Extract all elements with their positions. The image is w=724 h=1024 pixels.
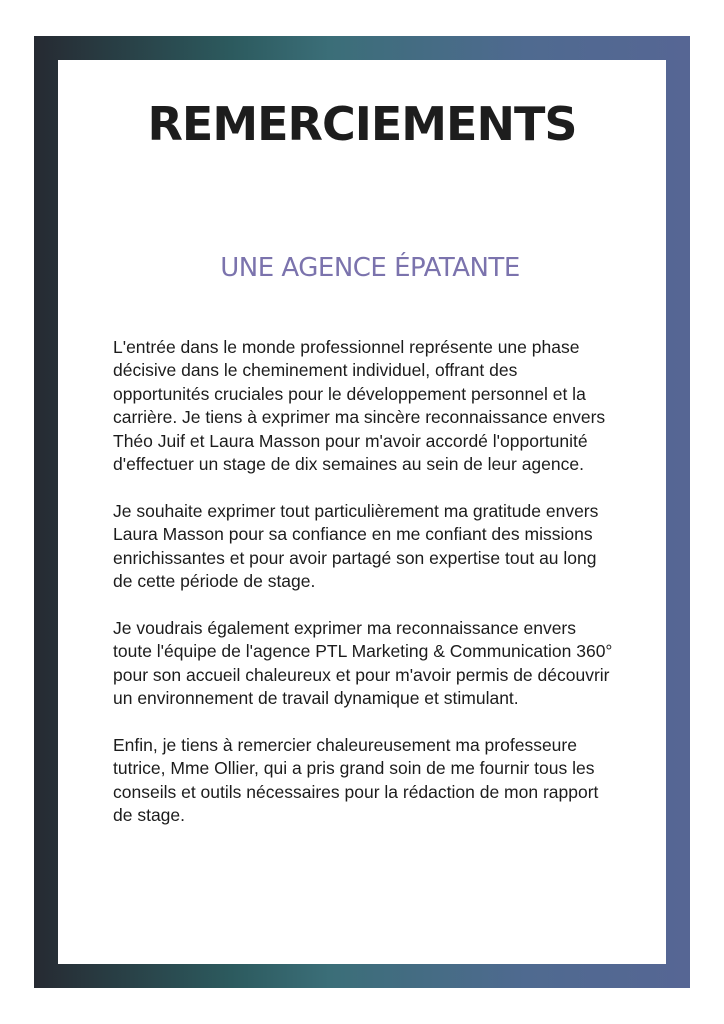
paragraph-gratitude: Je souhaite exprimer tout particulièrement ma gratitude envers Laura Masson pour sa confiance en me confiant des missions enrichissantes et pour avoir partagé son expertise tout au long de cette période de stage. [113,500,599,592]
body-text [113,336,613,851]
section-subtitle: UNE AGENCE ÉPATANTE [220,253,520,283]
paragraph-team: Je voudrais également exprimer ma reconnaissance envers toute l'équipe de l'agence PTL Marketing & Communication 360° pour son accueil chaleureux et pour m'avoir permis de découvrir un environnement de travail dynamique et stimulant. [113,617,613,709]
page-title: REMERCIEMENTS [147,97,577,151]
paragraph-tutor: Enfin, je tiens à remercier chaleureusement ma professeure tutrice, Mme Ollier, qui a pris grand soin de me fournir tous les conseils et outils nécessaires pour la rédaction de mon rapport de stage. [113,734,599,826]
paragraph-intro: L'entrée dans le monde professionnel représente une phase décisive dans le cheminement individuel, offrant des opportunités cruciales pour le développement personnel et la carrière. Je tiens à exprimer ma sincère reconnaissance envers Théo Juif et Laura Masson pour m'avoir accordé l'opportunité d'effectuer un stage de dix semaines au sein de leur agence. [113,337,606,475]
